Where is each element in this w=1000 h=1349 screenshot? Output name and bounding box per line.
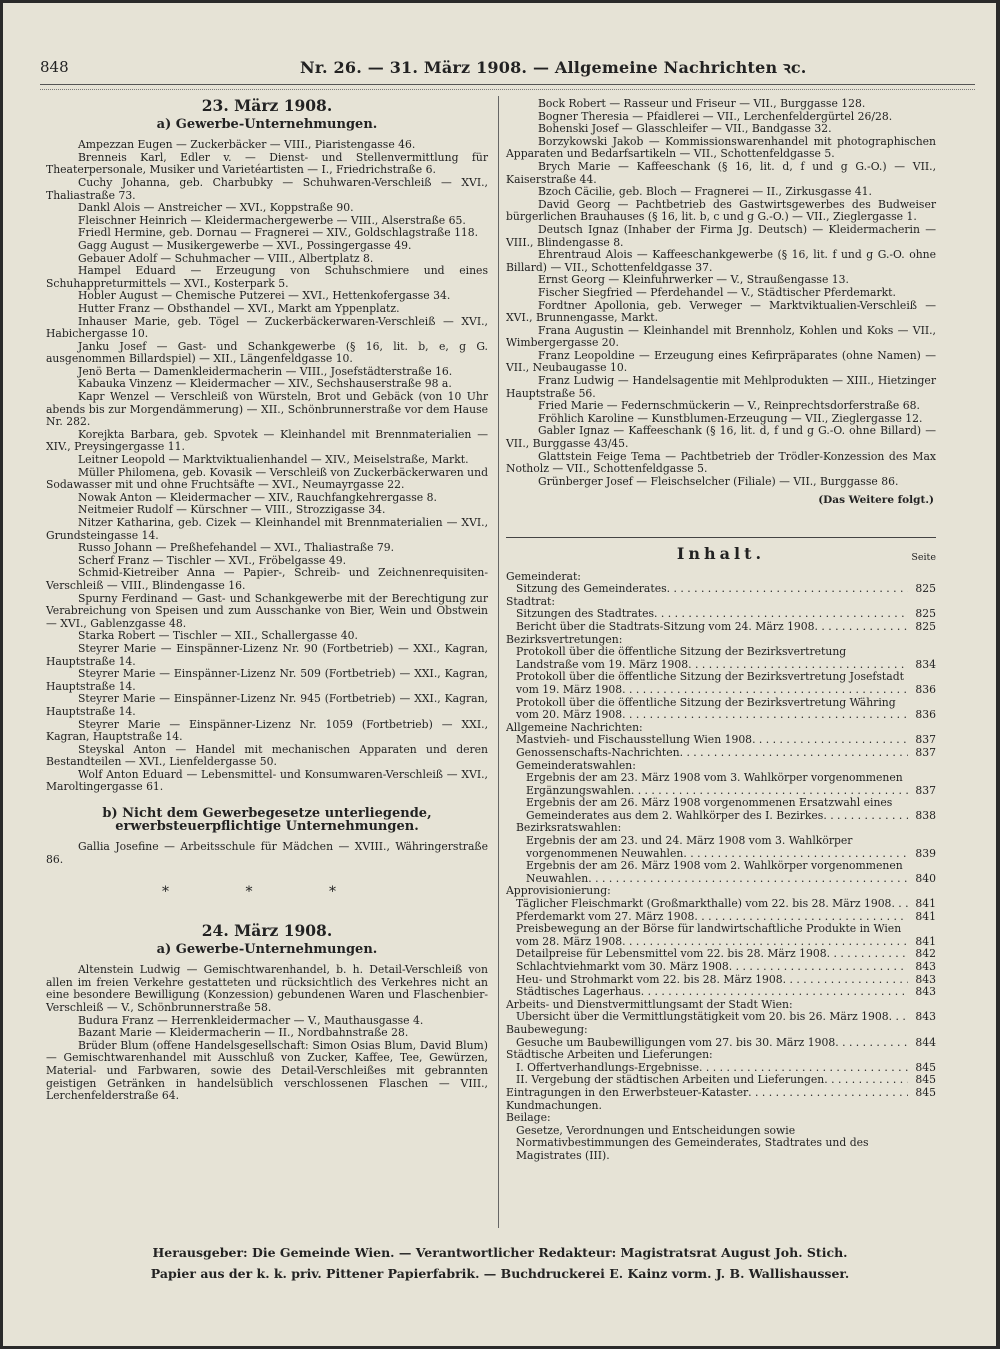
scan-border-left <box>0 0 3 1349</box>
toc-item-label: II. Vergebung der städtischen Arbeiten und Lieferungen . . . <box>516 1074 908 1087</box>
list-item: Friedl Hermine, geb. Dornau — Fragnerei — XIV., Goldschlagstraße 118. <box>78 226 479 240</box>
list-item: Spurny Ferdinand — Gast- und Schankgewerbe mit der Berechtigung zur Verabreichung von Speisen und zum Ausschanke von Bier, Wein und Obstwein — XVI., Gablenzgasse 48. <box>46 591 488 630</box>
toc-item-page: 834 <box>915 657 936 671</box>
section-date-23-march: 23. März 1908. <box>201 96 333 115</box>
toc-item[interactable] <box>506 1074 936 1087</box>
toc-item-label: Heu- und Strohmarkt vom 22. bis 28. März 1908 . . . <box>516 974 908 987</box>
toc-item[interactable] <box>506 974 936 987</box>
list-item: Frana Augustin — Kleinhandel mit Brennholz, Kohlen und Koks — VII., Wimbergergasse 20. <box>506 323 936 350</box>
list-item: Franz Leopoldine — Erzeugung eines Kefirpräparates (ohne Namen) — VII., Neubaugasse 10. <box>506 348 936 375</box>
list-item: Bazant Marie — Kleidermacherin — II., Nordbahnstraße 28. <box>78 1026 409 1040</box>
toc-item-label: Städtische Arbeiten und Lieferungen: <box>506 1049 713 1062</box>
toc-item[interactable] <box>506 1062 936 1075</box>
toc-item-page: 838 <box>915 808 936 822</box>
toc-item-label: Gemeinderat: <box>506 570 581 583</box>
section-heading-gewerbe-2: a) Gewerbe-Unternehmungen. <box>156 941 378 957</box>
toc-item-label: Preisbewegung an der Börse für landwirtschaftliche Produkte in Wien vom 28. März 1908 . . . <box>516 923 908 948</box>
toc-item[interactable] <box>506 885 936 898</box>
list-item: Hutter Franz — Obsthandel — XVI., Markt am Yppenplatz. <box>78 301 400 315</box>
list-item: Grünberger Josef — Fleischselcher (Filiale) — VII., Burggasse 86. <box>538 474 899 488</box>
toc-item-page: 843 <box>915 960 936 973</box>
toc-item-label: Eintragungen in den Erwerbsteuer-Kataster . . . <box>506 1087 908 1100</box>
toc-item-label: Ergebnis der am 23. und 24. März 1908 vom 3. Wahlkörper vorgenommenen Neuwahlen . . . <box>526 835 908 860</box>
list-item: Wolf Anton Eduard — Lebensmittel- und Konsumwaren-Verschleiß — XVI., Maroltingergasse 61. <box>46 767 488 794</box>
toc-item[interactable] <box>506 1024 936 1037</box>
section-heading-gewerbe: a) Gewerbe-Unternehmungen. <box>156 116 378 132</box>
scan-border-right <box>996 0 1000 1349</box>
toc-item-page: 836 <box>915 682 936 696</box>
toc-item[interactable] <box>506 1112 936 1125</box>
toc-item-label: I. Offertverhandlungs-Ergebnisse . . . <box>516 1062 908 1075</box>
entry-list-a2 <box>46 964 488 1103</box>
toc-item-page: 845 <box>915 1060 936 1074</box>
toc-item[interactable] <box>506 835 936 860</box>
toc-item-label: Baubewegung: <box>506 1023 588 1036</box>
toc-item-label: Ergebnis der am 26. März 1908 vom 2. Wahlkörper vorgenommenen Neuwahlen . . . <box>526 860 908 885</box>
table-of-contents <box>506 571 936 1163</box>
toc-item-page: 825 <box>915 607 936 621</box>
toc-title: Inhalt. <box>676 544 766 563</box>
toc-item-label: Bericht über die Stadtrats-Sitzung vom 24. März 1908 . . . <box>516 621 908 634</box>
toc-item[interactable] <box>506 760 936 773</box>
list-item: Fröhlich Karoline — Kunstblumen-Erzeugung — VII., Zieglergasse 12. <box>538 411 923 425</box>
toc-item[interactable] <box>506 1049 936 1062</box>
toc-item-label: Protokoll über die öffentliche Sitzung der Bezirksvertretung Josefstadt vom 19. März 1908 . . . <box>516 671 908 696</box>
list-item: Gebauer Adolf — Schuhmacher — VIII., Albertplatz 8. <box>78 251 374 265</box>
list-item: Ehrentraud Alois — Kaffeeschankgewerbe (§ 16, lit. f und g G.-O. ohne Billard) — VII., Schottenfeldgasse 37. <box>506 248 936 274</box>
toc-item-label: Approvisionierung: <box>506 885 611 898</box>
list-item: Fleischner Heinrich — Kleidermachergewerbe — VIII., Alserstraße 65. <box>78 213 466 227</box>
list-item: Jenö Berta — Damenkleidermacherin — VIII., Josefstädterstraße 16. <box>78 364 453 378</box>
toc-item[interactable] <box>506 822 936 835</box>
toc-item[interactable] <box>506 1125 936 1163</box>
header-rule <box>40 84 975 90</box>
list-item: Steyrer Marie — Einspänner-Lizenz Nr. 1059 (Fortbetrieb) — XXI., Kagran, Hauptstraße 14. <box>46 717 488 744</box>
list-item: Brenneis Karl, Edler v. — Dienst- und Stellenvermittlung für Theaterpersonale, Musiker und Varietéartisten — I., Friedrichstraße 6. <box>46 150 488 177</box>
list-item: Nitzer Katharina, geb. Cizek — Kleinhandel mit Brennmaterialien — XVI., Grundsteingasse 14. <box>46 516 488 542</box>
toc-item-label: Beilage: <box>506 1112 551 1125</box>
list-item: Bock Robert — Rasseur und Friseur — VII., Burggasse 128. <box>538 97 866 110</box>
toc-item[interactable] <box>506 1037 936 1050</box>
toc-item-page: 840 <box>915 871 936 885</box>
toc-item-label: Detailpreise für Lebensmittel vom 22. bis 28. März 1908 . . . <box>516 948 908 961</box>
toc-item[interactable] <box>506 797 936 822</box>
right-column <box>506 98 936 1163</box>
list-item: Korejkta Barbara, geb. Spvotek — Kleinhandel mit Brennmaterialien — XIV., Preysingergasse 11. <box>46 427 488 454</box>
toc-item-page: 843 <box>915 985 936 999</box>
toc-item[interactable] <box>506 608 936 621</box>
list-item: Inhauser Marie, geb. Tögel — Zuckerbäckerwaren-Verschleiß — XVI., Habichergasse 10. <box>46 314 488 341</box>
list-item: Glattstein Feige Tema — Pachtbetrieb der Trödler-Konzession des Max Notholz — VII., Schottenfeldgasse 5. <box>506 449 936 476</box>
column-divider <box>498 96 499 1228</box>
list-item: Gallia Josefine — Arbeitsschule für Mädchen — XVIII., Währingerstraße 86. <box>46 840 488 866</box>
toc-item-page: 841 <box>915 897 936 911</box>
section-heading-nicht-gewerbe: b) Nicht dem Gewerbegesetze unterliegende, erwerbsteuerpflichtige Unternehmungen. <box>102 806 432 834</box>
section-date-24-march: 24. März 1908. <box>201 921 333 941</box>
toc-item-label: Protokoll über die öffentliche Sitzung der Bezirksvertretung Landstraße vom 19. März 1908 . . . <box>516 646 908 671</box>
toc-item-page: 845 <box>915 1085 936 1099</box>
entry-list-a <box>46 139 488 794</box>
toc-item-page: 837 <box>915 733 936 747</box>
toc-item-page: 837 <box>915 745 936 759</box>
list-item: Ernst Georg — Kleinfuhrwerker — V., Straußengasse 13. <box>538 273 849 287</box>
toc-item[interactable] <box>506 923 936 948</box>
list-item: Neitmeier Rudolf — Kürschner — VIII., Strozzigasse 34. <box>78 503 386 517</box>
toc-item-label: Bezirksvertretungen: <box>506 633 623 646</box>
toc-item-label: Täglicher Fleischmarkt (Großmarkthalle) vom 22. bis 28. März 1908 . . . <box>516 898 908 911</box>
list-item: Leitner Leopold — Marktviktualienhandel — XIV., Meiselstraße, Markt. <box>78 453 469 467</box>
toc-item[interactable] <box>506 948 936 961</box>
toc-item-label: Pferdemarkt vom 27. März 1908 . . . <box>516 911 908 924</box>
list-item: Altenstein Ludwig — Gemischtwarenhandel, b. h. Detail-Verschleiß von allen im freien Verkehre gestatteten und rücksichtlich des Verkehres nicht an eine besondere Bewilligung (Konzession) gebundenen Waren und Flaschenbier-Verschleiß — V., Schönbrunnerstraße 58. <box>46 963 488 1014</box>
continued-note: (Das Weitere folgt.) <box>818 494 934 507</box>
list-item: David Georg — Pachtbetrieb des Gastwirtsgewerbes des Budweiser bürgerlichen Brauhauses (§ 16, lit. b, c und g G.-O.) — VII., Zieglergasse 1. <box>506 197 936 224</box>
toc-item-page: 837 <box>915 783 936 797</box>
toc-item-label: Mastvieh- und Fischausstellung Wien 1908 . . . <box>516 734 908 747</box>
list-item: Kapr Wenzel — Verschleiß von Würsteln, Brot und Gebäck (von 10 Uhr abends bis zur Morgendämmerung) — XII., Schönbrunnerstraße vor dem Hause Nr. 282. <box>46 390 488 429</box>
list-item: Kabauka Vinzenz — Kleidermacher — XIV., Sechshauserstraße 98 a. <box>78 377 452 391</box>
toc-item-page: 839 <box>915 846 936 860</box>
toc-item[interactable] <box>506 596 936 609</box>
list-item: Borzykowski Jakob — Kommissionswarenhandel mit photographischen Apparaten und Bedarfsartikeln — VII., Schottenfeldgasse 5. <box>506 134 936 161</box>
toc-item[interactable] <box>506 986 936 999</box>
toc-item-page: 825 <box>915 582 936 596</box>
list-item: Steyrer Marie — Einspänner-Lizenz Nr. 945 (Fortbetrieb) — XXI., Kagran, Hauptstraße 14. <box>46 692 488 718</box>
toc-item-page: 841 <box>915 909 936 923</box>
list-item: Starka Robert — Tischler — XII., Schallergasse 40. <box>78 629 358 643</box>
toc-item-label: Ergebnis der am 26. März 1908 vorgenommenen Ersatzwahl eines Gemeinderates aus dem 2. Wahlkörper des I. Bezirkes . . . <box>526 797 908 822</box>
page-header-title: Nr. 26. — 31. März 1908. — Allgemeine Nachrichten ꝛc. <box>300 58 807 77</box>
toc-item-label: Gesuche um Baubewilligungen vom 27. bis 30. März 1908 . . . <box>516 1037 908 1050</box>
list-item: Müller Philomena, geb. Kovasik — Verschleiß von Zuckerbäckerwaren und Sodawasser mit und ohne Fruchtsäfte — XVI., Neumayrgasse 22. <box>46 465 488 492</box>
toc-item-label: Allgemeine Nachrichten: <box>506 721 643 734</box>
toc-item[interactable] <box>506 1011 936 1024</box>
list-item: Cuchy Johanna, geb. Charbubky — Schuhwaren-Verschleiß — XVI., Thaliastraße 73. <box>46 175 488 202</box>
list-item: Fordtner Apollonia, geb. Verweger — Marktviktualien-Verschleiß — XVI., Brunnengasse, Markt. <box>506 298 936 325</box>
toc-item-label: Protokoll über die öffentliche Sitzung der Bezirksvertretung Währing vom 20. März 1908 . . . <box>516 697 908 722</box>
toc-item-page: 844 <box>915 1035 936 1049</box>
toc-item[interactable] <box>506 1100 936 1113</box>
list-item: Dankl Alois — Anstreicher — XVI., Koppstraße 90. <box>78 201 354 215</box>
toc-item[interactable] <box>506 898 936 911</box>
toc-item-label: Kundmachungen. <box>506 1099 602 1112</box>
toc-item-label: Genossenschafts-Nachrichten . . . <box>516 747 908 760</box>
left-column <box>46 96 488 1103</box>
toc-item[interactable] <box>506 646 936 671</box>
entry-list-right <box>506 98 936 488</box>
list-item: Bohenski Josef — Glasschleifer — VII., Bandgasse 32. <box>538 122 832 136</box>
list-item: Russo Johann — Preßhefehandel — XVI., Thaliastraße 79. <box>78 541 395 555</box>
toc-item[interactable] <box>506 621 936 634</box>
toc-item-label: Sitzung des Gemeinderates . . . <box>516 583 908 596</box>
toc-item-page: 842 <box>915 947 936 961</box>
toc-item[interactable] <box>506 571 936 584</box>
list-item: Fried Marie — Federnschmückerin — V., Reinprechtsdorferstraße 68. <box>538 399 920 413</box>
toc-item-label: Ergebnis der am 23. März 1908 vom 3. Wahlkörper vorgenommenen Ergänzungswahlen . . . <box>526 772 908 797</box>
list-item: Brych Marie — Kaffeeschank (§ 16, lit. d, f und g G.-O.) — VII., Kaiserstraße 44. <box>506 159 936 186</box>
toc-item[interactable] <box>506 671 936 696</box>
toc-item-label: Gesetze, Verordnungen und Entscheidungen sowie Normativbestimmungen des Gemeinderates, Stadtrates und des Magistrates (III). <box>516 1124 869 1162</box>
toc-item[interactable] <box>506 911 936 924</box>
toc-item-page: 841 <box>915 934 936 948</box>
toc-item-page: 843 <box>915 972 936 986</box>
list-item: Budura Franz — Herrenkleidermacher — V., Mauthausgasse 4. <box>78 1013 424 1027</box>
entry-list-b <box>46 841 488 866</box>
footer-printer: Papier aus der k. k. priv. Pittener Papierfabrik. — Buchdruckerei E. Kainz vorm. J. B. Wallishausser. <box>150 1266 850 1281</box>
toc-item[interactable] <box>506 860 936 885</box>
toc-item-label: Übersicht über die Vermittlungstätigkeit vom 20. bis 26. März 1908 . . . <box>516 1011 908 1024</box>
toc-item[interactable] <box>506 747 936 760</box>
toc-item-label: Sitzungen des Stadtrates . . . <box>516 608 908 621</box>
list-item: Schmid-Kietreiber Anna — Papier-, Schreib- und Zeichnenrequisiten-Verschleiß — VIII., Blindengasse 16. <box>46 566 488 592</box>
toc-item[interactable] <box>506 583 936 596</box>
list-item: Gagg August — Musikergewerbe — XVI., Possingergasse 49. <box>78 238 412 252</box>
list-item: Hobler August — Chemische Putzerei — XVI., Hettenkofergasse 34. <box>78 289 451 303</box>
toc-item-label: Arbeits- und Dienstvermittlungsamt der Stadt Wien: <box>506 998 793 1011</box>
list-item: Hampel Eduard — Erzeugung von Schuhschmiere und eines Schuhappreturmittels — XVI., Kosterpark 5. <box>46 264 488 290</box>
toc-page-label: Seite <box>911 552 936 563</box>
toc-item[interactable] <box>506 1087 936 1100</box>
toc-item-label: Gemeinderatswahlen: <box>516 759 636 772</box>
scan-border-top <box>0 0 1000 3</box>
toc-item-page: 845 <box>915 1073 936 1087</box>
list-item: Bogner Theresia — Pfaidlerei — VII., Lerchenfeldergürtel 26/28. <box>538 109 893 123</box>
toc-item[interactable] <box>506 697 936 722</box>
toc-item-label: Stadtrat: <box>506 595 555 608</box>
toc-item-page: 843 <box>915 1010 936 1024</box>
toc-separator <box>506 537 936 538</box>
list-item: Gabler Ignaz — Kaffeeschank (§ 16, lit. d, f und g G.-O. ohne Billard) — VII., Burggasse 43/45. <box>506 424 936 451</box>
page-number: 848 <box>40 58 69 76</box>
list-item: Deutsch Ignaz (Inhaber der Firma Jg. Deutsch) — Kleidermacherin — VIII., Blindengasse 8. <box>506 222 936 249</box>
toc-item-label: Bezirksratswahlen: <box>516 822 622 835</box>
toc-item[interactable] <box>506 961 936 974</box>
section-separator-stars: * * * <box>162 884 372 901</box>
toc-item-label: Städtisches Lagerhaus . . . <box>516 986 908 999</box>
list-item: Steyrer Marie — Einspänner-Lizenz Nr. 90 (Fortbetrieb) — XXI., Kagran, Hauptstraße 14. <box>46 641 488 668</box>
list-item: Scherf Franz — Tischler — XVI., Fröbelgasse 49. <box>78 553 347 567</box>
footer-publisher: Herausgeber: Die Gemeinde Wien. — Verantwortlicher Redakteur: Magistratsrat August Joh. Stich. <box>152 1245 848 1260</box>
list-item: Nowak Anton — Kleidermacher — XIV., Rauchfangkehrergasse 8. <box>78 490 437 504</box>
toc-item[interactable] <box>506 999 936 1012</box>
toc-item[interactable] <box>506 772 936 797</box>
toc-item-label: Schlachtviehmarkt vom 30. März 1908 . . . <box>516 961 908 974</box>
list-item: Steyrer Marie — Einspänner-Lizenz Nr. 509 (Fortbetrieb) — XXI., Kagran, Hauptstraße 14. <box>46 667 488 693</box>
toc-item[interactable] <box>506 734 936 747</box>
toc-item-page: 836 <box>915 708 936 722</box>
list-item: Steyskal Anton — Handel mit mechanischen Apparaten und deren Bestandteilen — XVI., Lienfeldergasse 50. <box>46 742 488 769</box>
list-item: Janku Josef — Gast- und Schankgewerbe (§ 16, lit. b, e, g G. ausgenommen Billardspiel) — XII., Längenfeldgasse 10. <box>46 339 488 366</box>
list-item: Franz Ludwig — Handelsagentie mit Mehlprodukten — XIII., Hietzinger Hauptstraße 56. <box>506 374 936 400</box>
list-item: Fischer Siegfried — Pferdehandel — V., Städtischer Pferdemarkt. <box>538 285 896 299</box>
toc-item[interactable] <box>506 634 936 647</box>
list-item: Ampezzan Eugen — Zuckerbäcker — VIII., Piaristengasse 46. <box>78 138 416 152</box>
toc-item-page: 825 <box>915 619 936 633</box>
list-item: Bzoch Cäcilie, geb. Bloch — Fragnerei — II., Zirkusgasse 41. <box>538 185 872 199</box>
list-item: Brüder Blum (offene Handelsgesellschaft: Simon Osias Blum, David Blum) — Gemischtwarenhandel mit Ausschluß von Zucker, Kaffee, Tee, Gewürzen, Material- und Farbwaren, sowie des Detail-Verschleißes mit gebrannten geistigen Getränken in handelsüblich verschlossenen Flaschen — VIII., Lerchenfelderstraße 64. <box>46 1038 488 1103</box>
toc-heading <box>506 544 936 563</box>
toc-item[interactable] <box>506 722 936 735</box>
